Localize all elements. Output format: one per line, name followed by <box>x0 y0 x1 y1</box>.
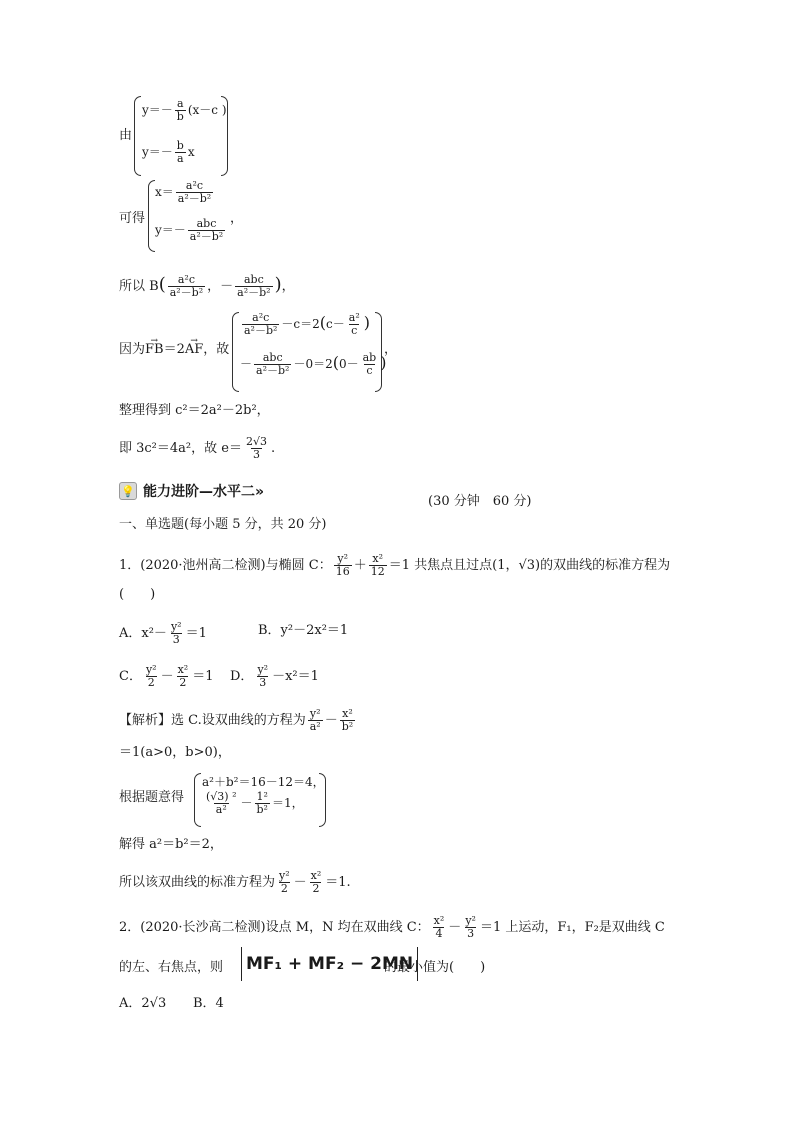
analysis-1-line5: 所以该双曲线的标准方程为 $\frac{\text{y²}}{2}$ － $\frac{\text{x²}}{2}$ ＝1. <box>119 869 351 895</box>
document-page: 由 y＝－ $\frac{a}{b}$ (x－c ) y＝－ $\frac{b}{a}$ x 可得 x＝ $\frac{\text{a²c}}{\text{a²－b²}}$ y＝－ $\frac{\text{abc}}{\text{a²－b²}}$ ， 所以 B( $\frac{\text{a²c}}{\text{a²－b²}}$ ，－ $\frac{\text{abc}}{\text{a²－b²}}$ )， 因为→ FB＝2→ AF，故 $\frac{\text{a²c}}{\text{a²－b²}}$ －c＝2(c－ $\frac{\text{a²}}{c}$ ) － $\frac{\text{abc}}{\text{a²－b²}}$ －0＝2(0－ $\frac{ab}{c}$ ) ， 整理得到 c²＝2a²－2b²， 即 3c²＝4a²，故 e＝ $\frac{2√3}{3}$ . 💡 能力进阶—水平二» (30 分钟 60 分) 一、单选题(每小题 5 分，共 20 分) 1．(2020·池州高二检测)与椭圆 C： $\frac{\text{y²}}{16}$ ＋ $\frac{\text{x²}}{12}$ ＝1 共焦点且过点(1，√3)的双曲线的标准方程为 ( ) A．x²－ $\frac{\text{y²}}{3}$ ＝1 B．y²－2x²＝1 C． $\frac{\text{y²}}{2}$ － $\frac{\text{x²}}{2}$ ＝1 D． $\frac{\text{y²}}{3}$ －x²＝1 【解析】选 C.设双曲线的方程为 $\frac{\text{y²}}{\text{a²}}$ － $\frac{\text{x²}}{\text{b²}}$ ＝1(a>0，b>0)， 根据题意得 a²＋b²＝16－12＝4， $\frac{\text{(√3) ²}}{\text{a²}}$ － $\frac{\text{1²}}{\text{b²}}$ ＝1， 解得 a²＝b²＝2， 所以该双曲线的标准方程为 $\frac{\text{y²}}{2}$ － $\frac{\text{x²}}{2}$ ＝1. 2．(2020·长沙高二检测)设点 M，N 均在双曲线 C： $\frac{\text{x²}}{4}$ － $\frac{\text{y²}}{3}$ ＝1 上运动，F₁，F₂是双曲线 C 的左、右焦点，则 MF₁ + MF₂ − 2MN 的最小值为( ) A．2√3 B．4 <box>0 0 794 1123</box>
option-b: B．y²－2x²＝1 <box>258 623 349 638</box>
equation-system-4: a²＋b²＝16－12＝4， $\frac{\text{(√3) ²}}{\text{a²}}$ － $\frac{\text{1²}}{\text{b²}}$ ＝1， <box>194 773 326 827</box>
solution-step-2: 可得 <box>119 211 146 226</box>
analysis-1-line4: 解得 a²＝b²＝2， <box>119 837 223 852</box>
question-2-line2-tail: 的最小值为( ) <box>384 960 486 975</box>
question-2: 2．(2020·长沙高二检测)设点 M，N 均在双曲线 C： $\frac{\text{x²}}{4}$ － $\frac{\text{y²}}{3}$ ＝1 上运动，F₁，F₂是双曲线 C <box>119 914 665 940</box>
part-heading: 一、单选题(每小题 5 分，共 20 分) <box>119 517 327 532</box>
option-c: C． $\frac{\text{y²}}{2}$ － $\frac{\text{x²}}{2}$ ＝1 <box>119 663 214 689</box>
analysis-1-line3: 根据题意得 <box>119 790 185 805</box>
solution-step-6: 即 3c²＝4a²，故 e＝ $\frac{2√3}{3}$ . <box>119 435 276 461</box>
section-title: 能力进阶—水平二» <box>143 484 265 500</box>
section-time: (30 分钟 60 分) <box>428 494 532 509</box>
analysis-1: 【解析】选 C.设双曲线的方程为 $\frac{\text{y²}}{\text{a²}}$ － $\frac{\text{x²}}{\text{b²}}$ <box>119 707 354 733</box>
solution-step-5: 整理得到 c²＝2a²－2b²， <box>119 403 270 418</box>
equation-system-1: y＝－ $\frac{a}{b}$ (x－c ) y＝－ $\frac{b}{a}$ x <box>134 96 228 176</box>
lightbulb-icon: 💡 <box>119 482 137 500</box>
question-2-line2: 的左、右焦点，则 <box>119 960 224 975</box>
question-1: 1．(2020·池州高二检测)与椭圆 C： $\frac{\text{y²}}{16}$ ＋ $\frac{\text{x²}}{12}$ ＝1 共焦点且过点(1，√3)的双曲线的标准方程为 <box>119 552 671 578</box>
answer-paren: ( ) <box>119 587 156 602</box>
vector-magnitude-expression: MF₁ + MF₂ − 2MN <box>241 947 418 981</box>
equation-system-3: $\frac{\text{a²c}}{\text{a²－b²}}$ －c＝2(c－ $\frac{\text{a²}}{c}$ ) － $\frac{\text{abc}}{\text{a²－b²}}$ －0＝2(0－ $\frac{ab}{c}$ ) <box>232 312 382 392</box>
q2-option-b: B．4 <box>193 996 224 1011</box>
q2-option-a: A．2√3 <box>119 996 167 1011</box>
solution-step-4: 因为→ FB＝2→ AF，故 <box>119 342 229 358</box>
solution-step-1: 由 <box>119 128 133 143</box>
analysis-1-line2: ＝1(a>0，b>0)， <box>119 745 231 760</box>
section-header <box>119 481 264 501</box>
solution-step-3: 所以 B( $\frac{\text{a²c}}{\text{a²－b²}}$ ，－ $\frac{\text{abc}}{\text{a²－b²}}$ )， <box>119 273 295 299</box>
option-a: A．x²－ $\frac{\text{y²}}{3}$ ＝1 <box>119 620 207 646</box>
equation-system-2: x＝ $\frac{\text{a²c}}{\text{a²－b²}}$ y＝－ $\frac{\text{abc}}{\text{a²－b²}}$ <box>148 180 232 252</box>
option-d: D． $\frac{\text{y²}}{3}$ －x²＝1 <box>230 663 319 689</box>
